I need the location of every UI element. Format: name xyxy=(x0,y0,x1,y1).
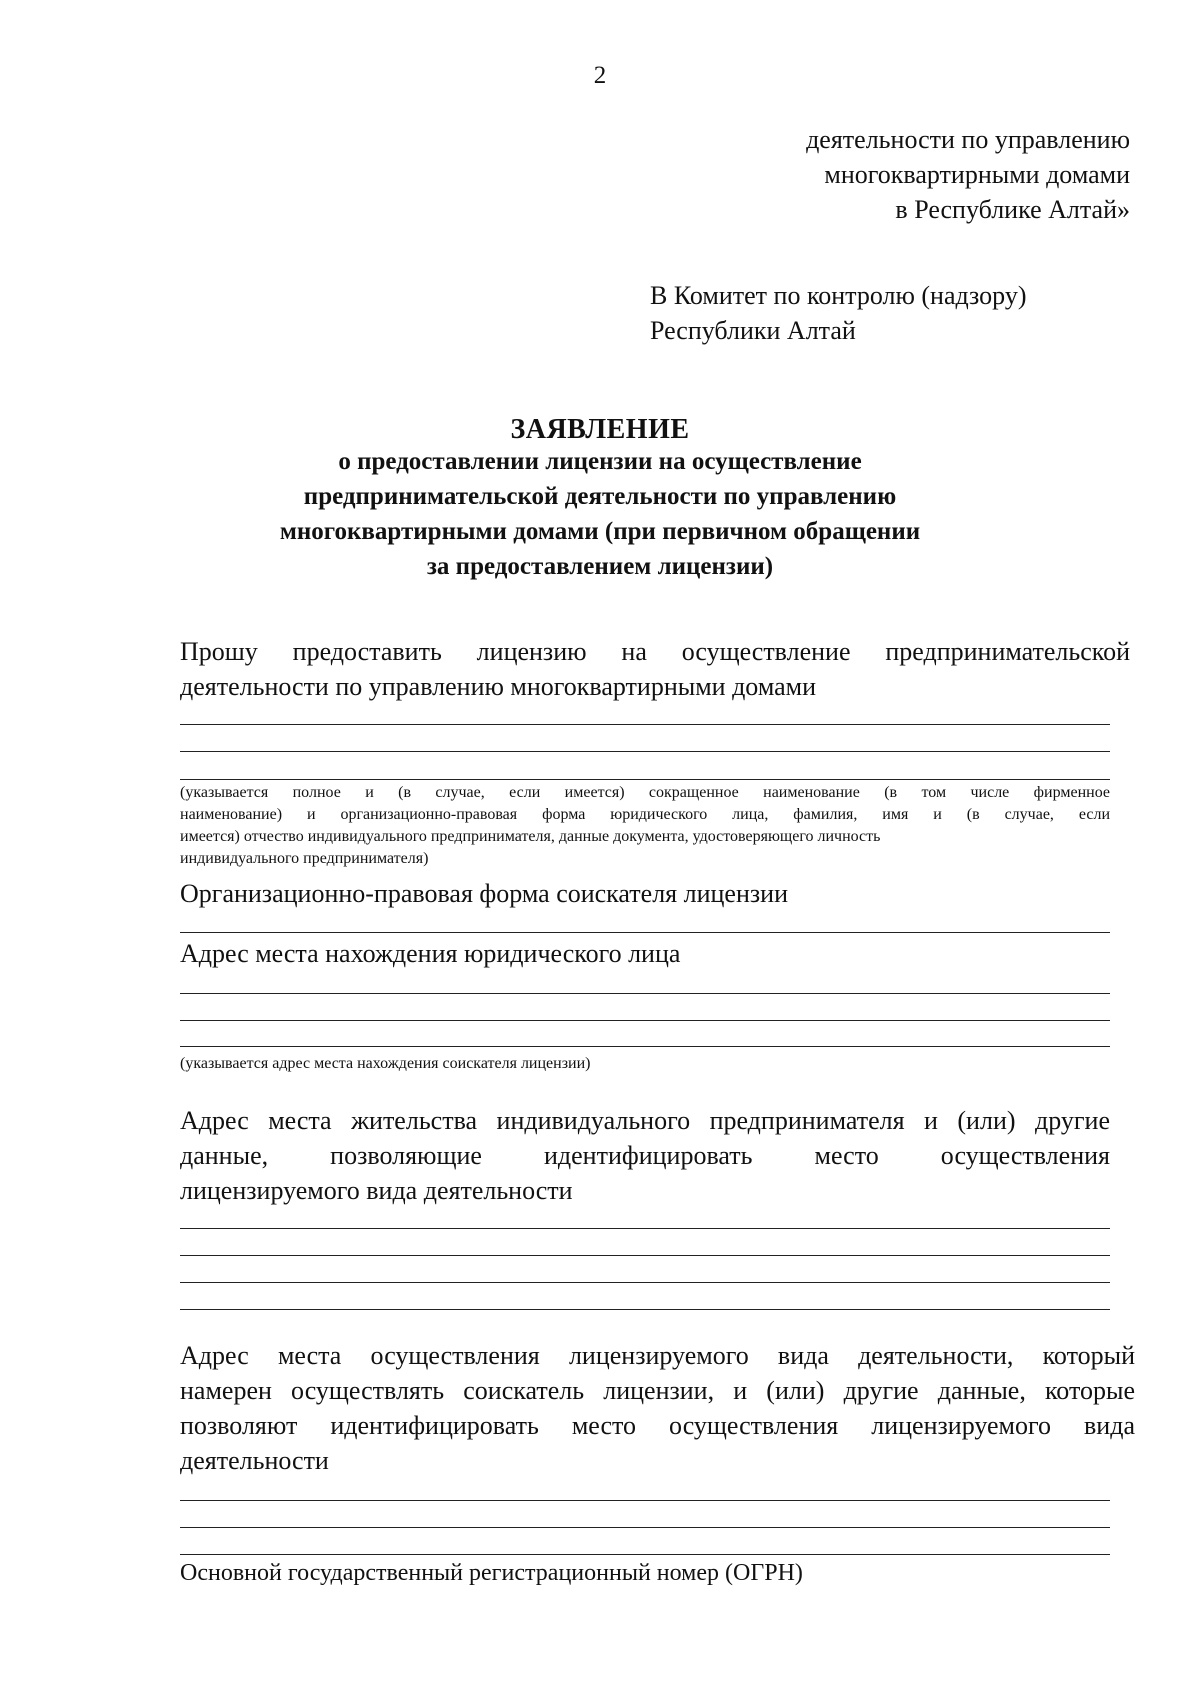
note-line: имеется) отчество индивидуального предпринимателя, данные документа, удостоверяющего личность xyxy=(180,828,881,845)
document-title: ЗАЯВЛЕНИЕ xyxy=(510,414,690,445)
note-line: (указывается полное и (в случае, если имеется) сокращенное наименование (в том числе фирменное xyxy=(180,784,1110,801)
header-continuation xyxy=(670,122,1130,227)
fill-line xyxy=(180,1527,1110,1528)
applicant-note xyxy=(180,782,1110,870)
ip-address-line: данные, позволяющие идентифицировать место осуществления xyxy=(180,1141,1110,1170)
ogrn-label: Основной государственный регистрационный номер (ОГРН) xyxy=(180,1560,803,1586)
request-paragraph xyxy=(180,634,1130,704)
fill-line xyxy=(180,993,1110,994)
activity-address-paragraph xyxy=(180,1338,1135,1478)
ip-address-paragraph xyxy=(180,1103,1110,1208)
fill-line xyxy=(180,1020,1110,1021)
subtitle-line: за предоставлением лицензии) xyxy=(426,553,774,580)
note-line: наименование) и организационно-правовая форма юридического лица, фамилия, имя и (в случае, если xyxy=(180,806,1110,823)
fill-line xyxy=(180,1228,1110,1229)
activity-address-line: намерен осуществлять соискатель лицензии, и (или) другие данные, которые xyxy=(180,1376,1135,1405)
legal-address-label: Адрес места нахождения юридического лица xyxy=(180,939,681,968)
subtitle-line: предпринимательской деятельности по управлению xyxy=(303,483,897,510)
fill-line xyxy=(180,1500,1110,1501)
request-line: деятельности по управлению многоквартирными домами xyxy=(180,672,816,701)
fill-line xyxy=(180,1309,1110,1310)
recipient-line: Республики Алтай xyxy=(650,316,856,345)
legal-address-note: (указывается адрес места нахождения соискателя лицензии) xyxy=(180,1055,591,1072)
document-subtitle xyxy=(0,444,1200,584)
ip-address-line: Адрес места жительства индивидуального предпринимателя и (или) другие xyxy=(180,1106,1110,1135)
header-line: в Республике Алтай» xyxy=(895,195,1130,224)
subtitle-line: многоквартирными домами (при первичном обращении xyxy=(279,518,921,545)
fill-line xyxy=(180,1255,1110,1256)
fill-line xyxy=(180,724,1110,725)
recipient-block xyxy=(650,278,1150,348)
ip-address-line: лицензируемого вида деятельности xyxy=(180,1176,573,1205)
note-line: индивидуального предпринимателя) xyxy=(180,850,429,867)
activity-address-line: Адрес места осуществления лицензируемого вида деятельности, который xyxy=(180,1341,1135,1370)
activity-address-line: деятельности xyxy=(180,1446,329,1475)
legal-form-label: Организационно-правовая форма соискателя лицензии xyxy=(180,879,788,908)
fill-line xyxy=(180,932,1110,933)
page-number: 2 xyxy=(593,62,607,89)
header-line: многоквартирными домами xyxy=(824,160,1130,189)
fill-line xyxy=(180,779,1110,780)
fill-line xyxy=(180,751,1110,752)
fill-line xyxy=(180,1046,1110,1047)
header-line: деятельности по управлению xyxy=(806,125,1130,154)
subtitle-line: о предоставлении лицензии на осуществление xyxy=(338,448,862,475)
fill-line xyxy=(180,1282,1110,1283)
recipient-line: В Комитет по контролю (надзору) xyxy=(650,281,1027,310)
activity-address-line: позволяют идентифицировать место осуществления лицензируемого вида xyxy=(180,1411,1135,1440)
fill-line xyxy=(180,1554,1110,1555)
request-line: Прошу предоставить лицензию на осуществление предпринимательской xyxy=(180,637,1130,666)
